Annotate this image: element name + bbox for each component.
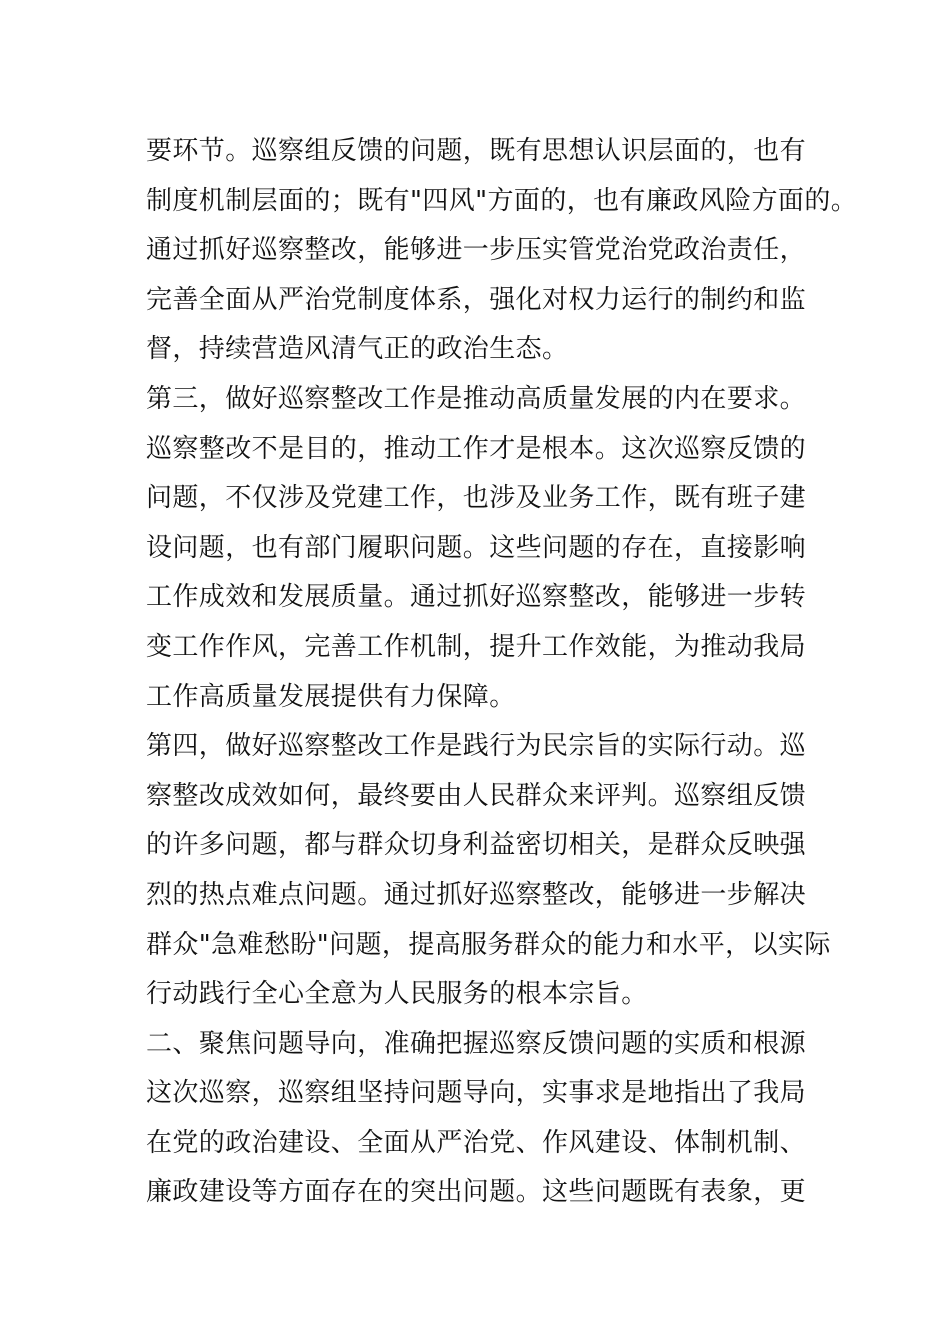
text-line: 察整改成效如何，最终要由人民群众来评判。巡察组反馈: [146, 780, 807, 811]
text-line: 问题，不仅涉及党建工作，也涉及业务工作，既有班子建: [146, 483, 807, 514]
section-heading-3: 第三，做好巡察整改工作是推动高质量发展的内在要求。: [146, 383, 807, 414]
text-line: 变工作作风，完善工作机制，提升工作效能，为推动我局: [146, 631, 807, 662]
section-heading-4: 第四，做好巡察整改工作是践行为民宗旨的实际行动。巡: [146, 731, 807, 762]
text-line: 这次巡察，巡察组坚持问题导向，实事求是地指出了我局: [146, 1078, 807, 1109]
text-line: 巡察整改不是目的，推动工作才是根本。这次巡察反馈的: [146, 433, 807, 464]
text-line: 制度机制层面的；既有"四风"方面的，也有廉政风险方面的。: [146, 185, 858, 216]
text-line: 在党的政治建设、全面从严治党、作风建设、体制机制、: [146, 1127, 807, 1158]
part-two-heading: 二、聚焦问题导向，准确把握巡察反馈问题的实质和根源: [146, 1028, 807, 1059]
text-line: 要环节。巡察组反馈的问题，既有思想认识层面的，也有: [146, 136, 807, 166]
text-line: 工作成效和发展质量。通过抓好巡察整改，能够进一步转: [146, 582, 807, 613]
text-line: 群众"急难愁盼"问题，提高服务群众的能力和水平，以实际: [146, 929, 831, 960]
body-text: [146, 127, 858, 1218]
text-line: 烈的热点难点问题。通过抓好巡察整改，能够进一步解决: [146, 879, 807, 910]
text-line: 工作高质量发展提供有力保障。: [146, 681, 516, 712]
text-line: 行动践行全心全意为人民服务的根本宗旨。: [146, 979, 648, 1010]
text-line: 廉政建设等方面存在的突出问题。这些问题既有表象，更: [146, 1177, 807, 1208]
text-line: 完善全面从严治党制度体系，强化对权力运行的制约和监: [146, 284, 807, 315]
text-line: 通过抓好巡察整改，能够进一步压实管党治党政治责任，: [146, 235, 807, 266]
text-line: 督，持续营造风清气正的政治生态。: [146, 334, 569, 365]
text-line: 的许多问题，都与群众切身利益密切相关，是群众反映强: [146, 830, 807, 861]
text-line: 设问题，也有部门履职问题。这些问题的存在，直接影响: [146, 532, 807, 563]
